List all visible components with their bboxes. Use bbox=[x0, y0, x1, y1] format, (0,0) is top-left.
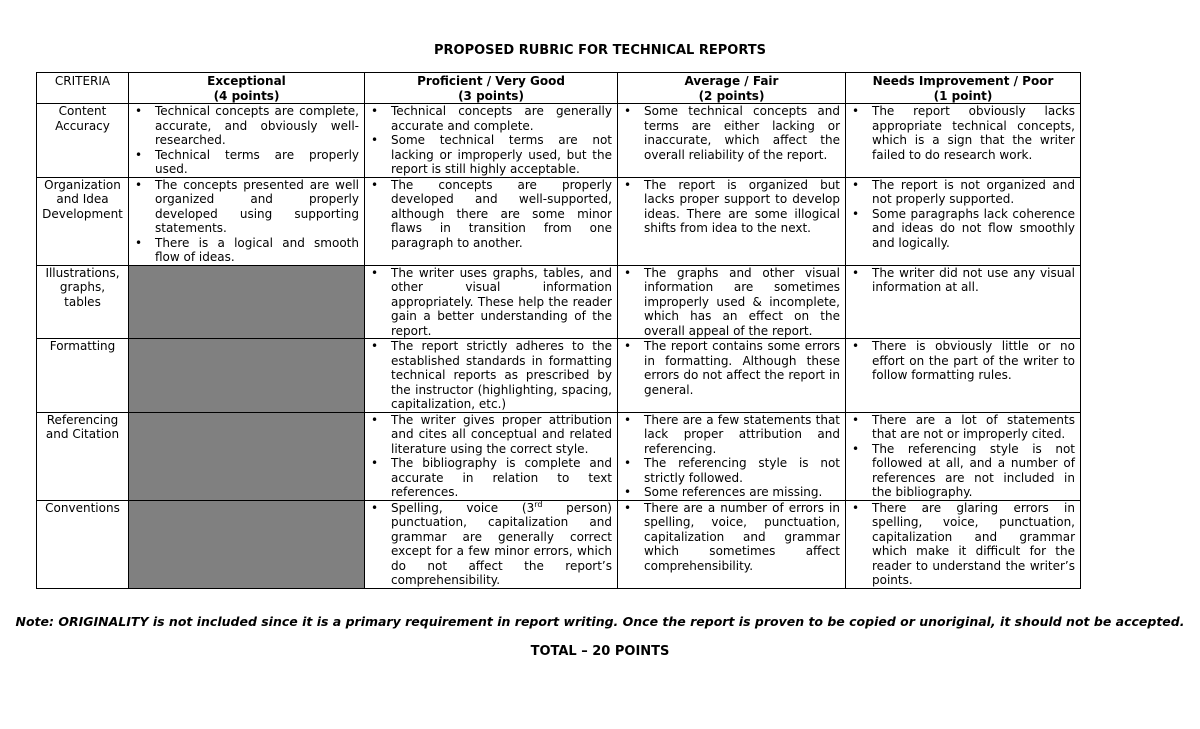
rubric-row bbox=[37, 104, 1081, 178]
originality-note: Note: ORIGINALITY is not included since it is a primary requirement in report writing. Once the report is proven to be copied or unoriginal, it should not be accepted. bbox=[15, 614, 1185, 629]
descriptor-item: • There are a lot of statements that are not or improperly cited. bbox=[851, 413, 1075, 442]
criterion-cell bbox=[37, 177, 129, 265]
descriptor-cell bbox=[846, 104, 1081, 178]
descriptor-list bbox=[623, 339, 840, 397]
descriptor-cell bbox=[618, 265, 846, 339]
descriptor-list bbox=[370, 339, 612, 412]
descriptor-list bbox=[370, 104, 612, 177]
descriptor-list bbox=[370, 413, 612, 500]
descriptor-cell bbox=[618, 412, 846, 500]
level-name: Needs Improvement / Poor bbox=[872, 74, 1054, 88]
shaded-cell bbox=[129, 500, 365, 588]
descriptor-cell bbox=[365, 104, 618, 178]
criterion-cell bbox=[37, 500, 129, 588]
rubric-row bbox=[37, 265, 1081, 339]
criterion-label: Referencing and Citation bbox=[45, 412, 120, 441]
descriptor-item: • The referencing style is not followed at all, and a number of references are not included in the bibliography. bbox=[851, 442, 1075, 500]
descriptor-item: • Some technical terms are not lacking or improperly used, but the report is still highly acceptable. bbox=[370, 133, 612, 177]
criterion-label: Formatting bbox=[49, 339, 116, 353]
rubric-row bbox=[37, 339, 1081, 413]
descriptor-list bbox=[623, 178, 840, 236]
descriptor-list bbox=[851, 104, 1075, 162]
descriptor-item: • There are glaring errors in spelling, voice, punctuation, capitalization and grammar which make it difficult for the reader to understand the writer’s points. bbox=[851, 501, 1075, 588]
descriptor-item: • The writer gives proper attribution and cites all conceptual and related literature using the correct style. bbox=[370, 413, 612, 457]
rubric-row bbox=[37, 500, 1081, 588]
descriptor-item: • The concepts are properly developed and well-supported, although there are some minor flaws in transition from one paragraph to another. bbox=[370, 178, 612, 251]
level-points: (2 points) bbox=[698, 88, 765, 103]
descriptor-item: • The report is organized but lacks proper support to develop ideas. There are some illogical shifts from idea to the next. bbox=[623, 178, 840, 236]
descriptor-cell bbox=[846, 412, 1081, 500]
descriptor-list bbox=[623, 501, 840, 574]
descriptor-cell bbox=[846, 177, 1081, 265]
descriptor-cell bbox=[846, 265, 1081, 339]
level-header-average bbox=[618, 73, 846, 104]
criterion-cell bbox=[37, 104, 129, 178]
descriptor-item: • The report is not organized and not properly supported. bbox=[851, 178, 1075, 207]
descriptor-list bbox=[134, 178, 359, 265]
descriptor-item: • There are a few statements that lack proper attribution and referencing. bbox=[623, 413, 840, 457]
descriptor-cell bbox=[365, 500, 618, 588]
descriptor-item: • There is obviously little or no effort on the part of the writer to follow formatting rules. bbox=[851, 339, 1075, 383]
descriptor-item: • There are a number of errors in spelling, voice, punctuation, capitalization and grammar which sometimes affect comprehensibility. bbox=[623, 501, 840, 574]
descriptor-cell bbox=[846, 339, 1081, 413]
descriptor-item: • Some paragraphs lack coherence and ideas do not flow smoothly and logically. bbox=[851, 207, 1075, 251]
criterion-cell bbox=[37, 412, 129, 500]
descriptor-item: • The graphs and other visual information are sometimes improperly used & incomplete, which has an effect on the overall appeal of the report. bbox=[623, 266, 840, 339]
rubric-row bbox=[37, 177, 1081, 265]
descriptor-item: • Some references are missing. bbox=[623, 485, 840, 500]
descriptor-cell bbox=[365, 177, 618, 265]
ordinal-suffix: rd bbox=[534, 499, 543, 509]
header-row bbox=[37, 73, 1081, 104]
descriptor-cell bbox=[365, 265, 618, 339]
level-name: Average / Fair bbox=[684, 74, 779, 88]
descriptor-list bbox=[623, 413, 840, 500]
criterion-label: Content Accuracy bbox=[55, 104, 110, 133]
rubric-table bbox=[36, 72, 1081, 589]
descriptor-list bbox=[370, 178, 612, 251]
page-title: PROPOSED RUBRIC FOR TECHNICAL REPORTS bbox=[433, 43, 766, 58]
descriptor-item: • Some technical concepts and terms are either lacking or inaccurate, which affect the overall reliability of the report. bbox=[623, 104, 840, 162]
descriptor-cell bbox=[618, 104, 846, 178]
descriptor-item: • The writer did not use any visual information at all. bbox=[851, 266, 1075, 295]
descriptor-list bbox=[851, 266, 1075, 295]
rubric-row bbox=[37, 412, 1081, 500]
criterion-cell bbox=[37, 339, 129, 413]
descriptor-cell bbox=[129, 177, 365, 265]
descriptor-list bbox=[134, 104, 359, 177]
descriptor-cell bbox=[618, 177, 846, 265]
descriptor-item: • There is a logical and smooth flow of ideas. bbox=[134, 236, 359, 265]
descriptor-list bbox=[851, 178, 1075, 251]
descriptor-item: • The report contains some errors in formatting. Although these errors do not affect the report in general. bbox=[623, 339, 840, 397]
shaded-cell bbox=[129, 265, 365, 339]
descriptor-item: • Spelling, voice (3rd person) punctuation, capitalization and grammar are generally correct except for a few minor errors, which do not affect the report’s comprehensibility. bbox=[370, 501, 612, 588]
descriptor-cell bbox=[129, 104, 365, 178]
descriptor-item: • The report strictly adheres to the established standards in formatting technical reports as prescribed by the instructor (highlighting, spacing, capitalization, etc.) bbox=[370, 339, 612, 412]
criterion-label: Illustrations, graphs, tables bbox=[45, 265, 120, 309]
level-name: Proficient / Very Good bbox=[417, 74, 565, 88]
descriptor-cell bbox=[365, 412, 618, 500]
descriptor-list bbox=[851, 413, 1075, 500]
descriptor-item: • The concepts presented are well organized and properly developed using supporting statements. bbox=[134, 178, 359, 236]
level-points: (4 points) bbox=[213, 88, 280, 103]
level-points: (3 points) bbox=[458, 88, 524, 103]
descriptor-list bbox=[623, 104, 840, 162]
criterion-label: Organization and Idea Development bbox=[42, 177, 123, 221]
shaded-cell bbox=[129, 412, 365, 500]
descriptor-cell bbox=[618, 339, 846, 413]
descriptor-item: • Technical concepts are complete, accurate, and obviously well-researched. bbox=[134, 104, 359, 148]
descriptor-item: • The referencing style is not strictly followed. bbox=[623, 456, 840, 485]
descriptor-list bbox=[370, 501, 612, 588]
descriptor-item: • The writer uses graphs, tables, and other visual information appropriately. These help the reader gain a better understanding of the report. bbox=[370, 266, 612, 339]
descriptor-list bbox=[623, 266, 840, 339]
descriptor-list bbox=[851, 501, 1075, 588]
shaded-cell bbox=[129, 339, 365, 413]
descriptor-item: • Technical concepts are generally accurate and complete. bbox=[370, 104, 612, 133]
descriptor-cell bbox=[365, 339, 618, 413]
descriptor-item: • The report obviously lacks appropriate technical concepts, which is a sign that the writer failed to do research work. bbox=[851, 104, 1075, 162]
descriptor-item: • Technical terms are properly used. bbox=[134, 148, 359, 177]
total-points: TOTAL – 20 POINTS bbox=[530, 644, 670, 659]
criterion-label: Conventions bbox=[45, 500, 120, 515]
level-name: Exceptional bbox=[207, 74, 286, 88]
descriptor-list bbox=[851, 339, 1075, 383]
rubric-body bbox=[37, 104, 1081, 589]
level-header-exceptional bbox=[129, 73, 365, 104]
criteria-header: CRITERIA bbox=[37, 73, 129, 104]
descriptor-cell bbox=[618, 500, 846, 588]
criterion-cell bbox=[37, 265, 129, 339]
level-header-proficient bbox=[365, 73, 618, 104]
descriptor-cell bbox=[846, 500, 1081, 588]
descriptor-item: • The bibliography is complete and accurate in relation to text references. bbox=[370, 456, 612, 500]
descriptor-list bbox=[370, 266, 612, 339]
level-header-needs-improvement bbox=[846, 73, 1081, 104]
level-points: (1 point) bbox=[933, 88, 993, 103]
